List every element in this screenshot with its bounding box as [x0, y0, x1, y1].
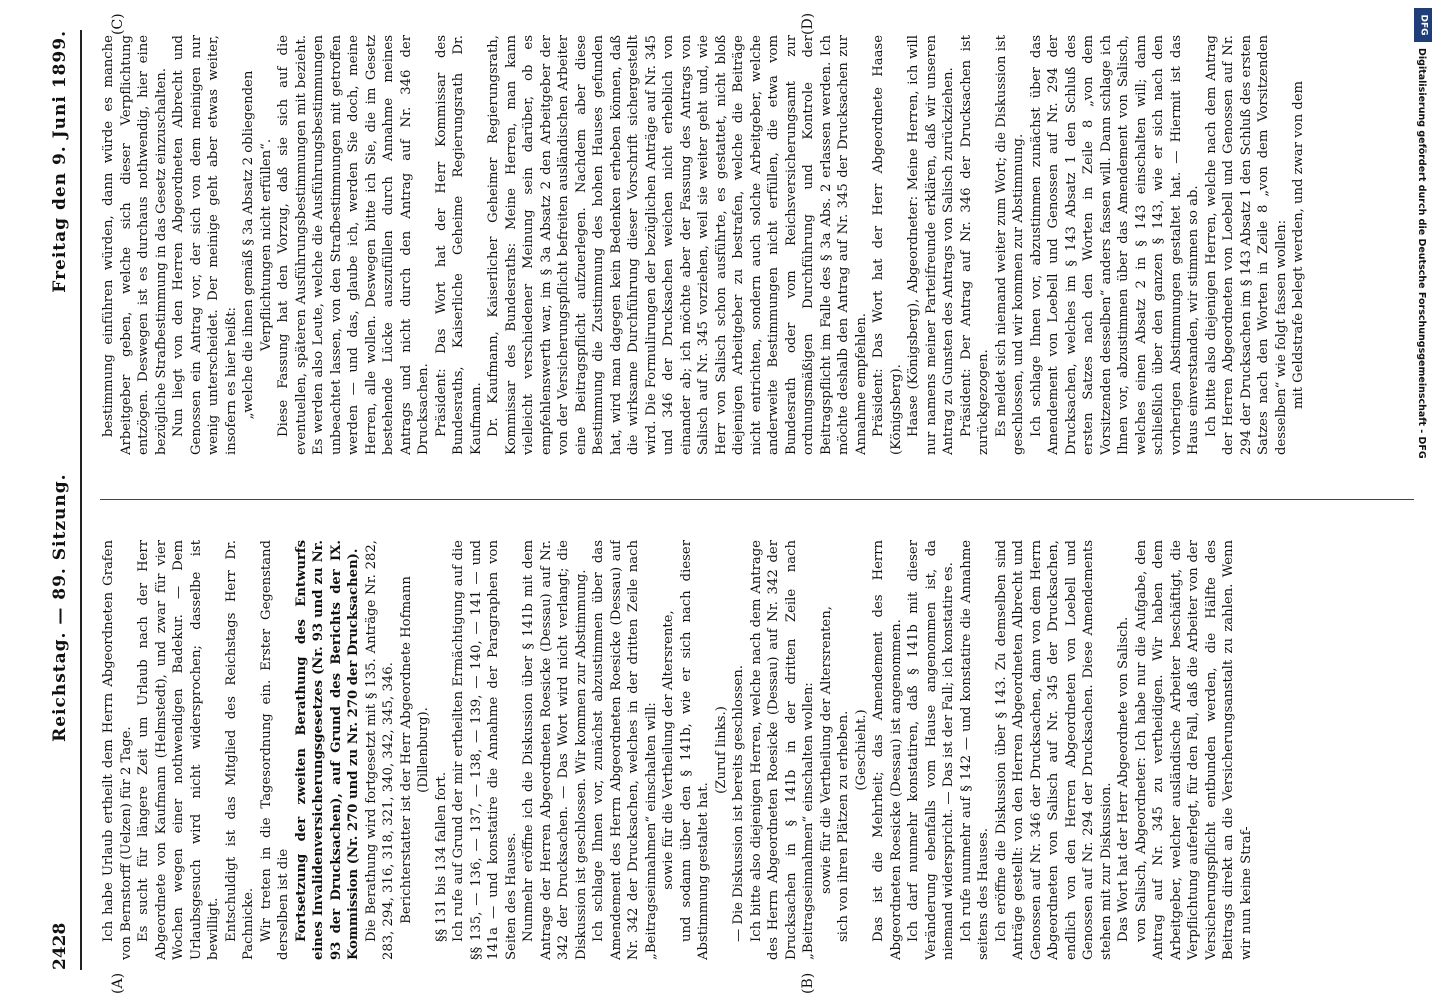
paragraph: Ich rufe auf Grund der mir ertheilten Ermächtigung auf die §§ 135, — 136, — 137, — 138, — 139, — 140, — 141 — und 141a — und konstatire die Annahme der Paragraphen von Seiten des Hauses.	[451, 540, 519, 960]
quoted-insertion: sowie für die Vertheilung der Altersrenten,	[818, 606, 834, 894]
page-header	[40, 30, 82, 970]
column-divider	[100, 499, 1414, 500]
digitization-text: Digitalisierung gefördert durch die Deutsche Forschungsgemeinschaft - DFG	[1416, 48, 1427, 459]
digitization-notice	[1414, 8, 1432, 998]
paragraph: Wir treten in die Tagesordnung ein. Erster Gegenstand derselben ist die	[258, 540, 291, 960]
paragraph: Entschuldigt ist das Mitglied des Reichstags Herr Dr. Pachnicke.	[223, 540, 256, 960]
interjection: (Zuruf links.)	[713, 706, 729, 794]
paragraph: §§ 131 bis 134 fallen fort.	[433, 771, 449, 942]
margin-marker-c: (C)	[110, 13, 126, 35]
paragraph: bestimmung einführen würden, dann würde es manche Arbeitgeber geben, welche sich dieser Verpflichtung entzögen. Deswegen ist es durchaus nothwendig, hier eine bezügliche Strafbestimmung in das Gesetz einzuschalten.	[101, 35, 169, 455]
margin-marker-d: (D)	[800, 12, 816, 35]
paragraph: Ich darf nunmehr konstatiren, daß § 141b mit dieser Veränderung ebenfalls vom Hause angenommen ist, da niemand widerspricht. — Das ist der Fall; ich konstatire es.	[906, 540, 956, 960]
agenda-item: Fortsetzung der zweiten Berathung des Entwurfs eines Invalidenversicherungsgesetzes (Nr. 93 und zu Nr. 93 der Drucksachen), auf Grund des Berichts der IX. Kommission (Nr. 270 und zu Nr. 270 der Drucksachen).	[293, 540, 361, 960]
interjection: (Geschieht.)	[853, 709, 869, 791]
paragraph: Ich habe Urlaub ertheilt dem Herrn Abgeordneten Grafen von Bernstorff (Uelzen) für 2 Tage.	[101, 540, 134, 960]
speech: Präsident: Das Wort hat der Herr Abgeordnete Haase (Königsberg).	[871, 35, 904, 455]
speech: Haase (Königsberg), Abgeordneter: Meine Herren, ich will nur namens meiner Parteifreunde erklären, daß wir unseren Antrag zu Gunsten des Antrags von Salisch zurückziehen.	[906, 35, 956, 455]
right-column	[100, 35, 1414, 455]
paragraph: Ich bitte also diejenigen Herren, welche nach dem Antrage des Herrn Abgeordneten Roesicke (Dessau) auf Nr. 342 der Drucksachen in § 141b in der dritten Zeile nach „Beitragseinnahmen“ einschalten wollen:	[748, 540, 816, 960]
quoted-insertion: sowie für die Vertheilung der Altersrente,	[661, 610, 676, 890]
paragraph: Nun liegt von den Herren Abgeordneten Albrecht und Genossen ein Antrag vor, der sich von dem meinigen nur wenig unterscheidet. Der meinige geht aber etwas weiter, insofern es hier heißt:	[171, 35, 239, 455]
margin-marker-a: (A)	[110, 972, 126, 994]
paragraph: Das ist die Mehrheit; das Amendement des Herrn Abgeordneten Roesicke (Dessau) ist angenommen.	[871, 540, 904, 960]
speech: von Salisch, Abgeordneter: Ich habe nur die Aufgabe, den Antrag auf Nr. 345 zu vertheidigen. Wir haben dem Arbeitgeber, welcher ausländische Arbeiter beschäftigt, die Verpflichtung auferlegt, für den Fall, daß die Arbeiter von der Versicherungspflicht entbunden werden, die Hälfte des Beitrags direkt an die Versicherungsanstalt zu zahlen. Wenn wir nun keine Straf-	[1133, 540, 1254, 960]
paragraph: Diese Fassung hat den Vorzug, daß sie sich auf die eventuellen, späteren Ausführungsbestimmungen mit bezieht. Es werden also Leute, welche die Ausführungsbestimmungen unbeachtet lassen, von den Strafbestimmungen mit getroffen werden — und das, glaube ich, werden Sie doch, meine Herren, alle wollen. Deswegen bitte ich Sie, die im Gesetz bestehende Lücke auszufüllen durch Annahme meines Antrags und nicht durch den Antrag auf Nr. 346 der Drucksachen.	[276, 35, 431, 455]
paragraph: Ich rufe nunmehr auf § 142 — und konstatire die Annahme seitens des Hauses.	[958, 540, 991, 960]
paragraph: Es sucht für längere Zeit um Urlaub nach der Herr Abgeordnete von Kaufmann (Helmstedt), und zwar für vier Wochen wegen einer nothwendigen Badekur. — Dem Urlaubsgesuch wird nicht widersprochen; dasselbe ist bewilligt.	[136, 540, 221, 960]
page-number: 2428	[50, 922, 70, 970]
paragraph: sich von ihren Plätzen zu erheben.	[836, 710, 851, 942]
margin-marker-b: (B)	[800, 972, 816, 994]
paragraph: Ich eröffne die Diskussion über § 143. Zu demselben sind Anträge gestellt: von den Herren Abgeordneten Albrecht und Genossen auf Nr. 346 der Drucksachen, dann von dem Herrn Abgeordneten von Salisch auf Nr. 345 der Drucksachen, endlich von den Herren Abgeordneten von Loebell und Genossen auf Nr. 294 der Drucksachen. Diese Amendements stehen mit zur Diskussion.	[993, 540, 1114, 960]
speech: Präsident: Das Wort hat der Herr Kommissar des Bundesraths, Kaiserliche Geheime Regierungsrath Dr. Kaufmann.	[433, 35, 484, 455]
dfg-logo	[1414, 8, 1432, 42]
quoted-text: mit Geldstrafe belegt werden, und zwar von dem	[1291, 80, 1306, 410]
left-column	[100, 540, 1414, 960]
paragraph: Nunmehr eröffne ich die Diskussion über § 141b mit dem Antrage der Herren Abgeordneten Roesicke (Dessau) auf Nr. 342 der Drucksachen. — Das Wort wird nicht verlangt; die Diskussion ist geschlossen. Wir kommen zur Abstimmung.	[521, 540, 589, 960]
paragraph: Es meldet sich niemand weiter zum Wort; die Diskussion ist geschlossen, und wir kommen zur Abstimmung.	[993, 35, 1026, 455]
dfg-logo-text: DFG	[1418, 14, 1429, 36]
paragraph: — Die Diskussion ist bereits geschlossen.	[731, 665, 746, 942]
paragraph: Ich schlage Ihnen vor, zunächst abzustimmen über das Amendement des Herrn Abgeordneten Roesicke (Dessau) auf Nr. 342 der Drucksachen, welches in der dritten Zeile nach „Beitragseinnahmen“ einschalten will:	[591, 540, 659, 960]
paragraph: Die Berathung wird fortgesetzt mit § 135. Anträge Nr. 282, 283, 294, 316, 318, 321, 340, 342, 345, 346.	[363, 540, 396, 960]
session-title: Reichstag. — 89. Sitzung.	[50, 473, 70, 742]
quoted-text: „welche die ihnen gemäß § 3a Absatz 2 obliegenden Verpflichtungen nicht erfüllen“.	[241, 70, 274, 420]
speech: Präsident: Der Antrag auf Nr. 346 der Drucksachen ist zurückgezogen.	[958, 35, 991, 455]
paragraph: und sodann über den § 141b, wie er sich nach dieser Abstimmung gestaltet hat.	[678, 540, 711, 960]
paragraph: Das Wort hat der Herr Abgeordnete von Salisch.	[1116, 616, 1131, 942]
paragraph: Ich bitte also diejenigen Herren, welche nach dem Antrag der Herren Abgeordneten von Loebell und Genossen auf Nr. 294 der Drucksachen im § 143 Absatz 1 den Schluß des ersten Satzes nach den Worten in Zeile 8 „von dem Vorsitzenden desselben“ wie folgt fassen wollen:	[1203, 35, 1289, 455]
paragraph: Ich schlage Ihnen vor, abzustimmen zunächst über das Amendement von Loebell und Genossen auf Nr. 294 der Drucksachen, welches im § 143 Absatz 1 den Schluß des ersten Satzes nach den Worten in Zeile 8 „von dem Vorsitzenden desselben“ anders fassen will. Dann schlage ich Ihnen vor, abzustimmen über das Amendement von Salisch, welches einen Absatz 2 in § 143 einschalten will; dann schließlich über den ganzen § 143, wie er sich nach den vorherigen Abstimmungen gestaltet hat. — Hiermit ist das Haus einverstanden, wir stimmen so ab.	[1028, 35, 1201, 455]
speech: Dr. Kaufmann, Kaiserlicher Geheimer Regierungsrath, Kommissar des Bundesraths: Meine Herren, man kann vielleicht verschiedener Meinung sein darüber, ob es empfehlenswerth war, im § 3a Absatz 2 den Arbeitgeber der von der Versicherungspflicht befreiten ausländischen Arbeiter eine Beitragspflicht aufzuerlegen. Nachdem aber diese Bestimmung die Zustimmung des hohen Hauses gefunden hat, wird man dagegen kein Bedenken erheben können, daß die wirksame Durchführung dieser Vorschrift sichergestellt wird. Die Formulirungen der bezüglichen Anträge auf Nr. 345 und 346 der Drucksachen weichen nicht erheblich von einander ab; ich möchte aber der Fassung des Antrags von Salisch auf Nr. 345 vorziehen, weil sie weiter geht und, wie Herr von Salisch schon ausführte, es gestattet, nicht bloß diejenigen Arbeitgeber zu bestrafen, welche die Beiträge nicht entrichten, sondern auch solche Arbeitgeber, welche anderweite Bestimmungen nicht erfüllen, die etwa vom Bundesrath oder vom Reichsversicherungsamt zur ordnungsmäßigen Durchführung und Kontrole der Beitragspflicht im Falle des § 3a Abs. 2 erlassen werden. Ich möchte deshalb den Antrag auf Nr. 345 der Drucksachen zur Annahme empfehlen.	[486, 35, 869, 455]
date-title: Freitag den 9. Juni 1899.	[50, 30, 70, 293]
paragraph: Berichterstatter ist der Herr Abgeordnete Hofmann (Dillenburg).	[398, 576, 431, 924]
